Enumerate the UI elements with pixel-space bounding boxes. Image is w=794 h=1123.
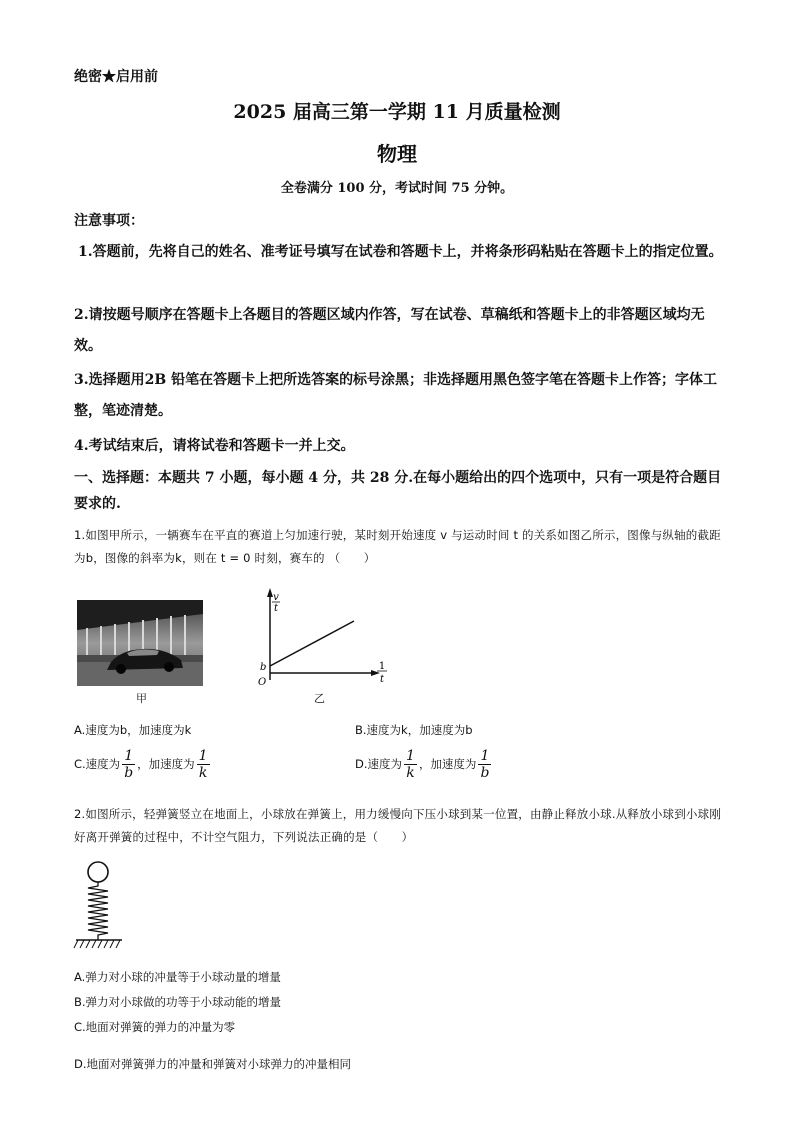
fraction-1-over-k: $\frac{1}{k}$ — [198, 748, 208, 781]
q2-option-c: C.地面对弹簧的弹力的冲量为零 — [74, 1020, 236, 1034]
q1-stem: 1.如图甲所示，一辆赛车在平直的赛道上匀加速行驶，某时刻开始速度 v 与运动时间 t 的关系如图乙所示，图像与纵轴的截距为b，图像的斜率为k，则在 t = 0 时刻，赛车的 （ ） — [74, 528, 721, 565]
origin-label: O — [258, 677, 267, 688]
q1-option-a: A.速度为b，加速度为k — [74, 723, 192, 737]
figure-b-caption: 乙 — [314, 692, 325, 705]
fraction-1-over-b: $\frac{1}{b}$ — [480, 748, 490, 781]
q2-option-b: B.弹力对小球做的功等于小球动能的增量 — [74, 995, 282, 1009]
ground-hatch — [74, 940, 120, 948]
notice-item-1: 1.答题前，先将自己的姓名、准考证号填写在试卷和答题卡上，并将条形码粘贴在答题卡上的指定位置。 — [78, 244, 723, 260]
spring-ball-figure — [72, 860, 128, 952]
q1-option-c-middle: ，加速度为 — [137, 757, 195, 771]
section-heading: 一、选择题：本题共 7 小题，每小题 4 分，共 28 分.在每小题给出的四个选项中，只有一项是符合题目要求的. — [74, 470, 722, 512]
spring — [88, 882, 108, 940]
q1-option-d-middle: ，加速度为 — [418, 757, 477, 771]
q2-stem: 2.如图所示，轻弹簧竖立在地面上，小球放在弹簧上，用力缓慢向下压小球到某一位置，由静止释放小球.从释放小球到小球刚好离开弹簧的过程中，不计空气阻力，下列说法正确的是（ ） — [74, 807, 722, 844]
y-axis-label-denominator: t — [273, 603, 279, 614]
v-t-graph — [250, 585, 400, 695]
notice-item-2: 2.请按题号顺序在答题卡上各题目的答题区域内作答，写在试卷、草稿纸和答题卡上的非答题区域均无效。 — [74, 307, 705, 354]
subject-title: 物理 — [377, 142, 417, 166]
notice-heading: 注意事项： — [74, 213, 144, 229]
ball — [88, 862, 108, 882]
q1-option-d-prefix: D.速度为 — [355, 757, 403, 771]
y-axis-label-numerator: v — [273, 592, 279, 603]
notice-item-4: 4.考试结束后，请将试卷和答题卡一并上交。 — [74, 438, 355, 454]
fraction-1-over-k: $\frac{1}{k}$ — [406, 748, 415, 781]
x-axis-label-numerator: 1 — [378, 661, 386, 672]
q1-option-c — [74, 748, 212, 781]
graph-line — [270, 621, 354, 666]
q2-option-d: D.地面对弹簧弹力的冲量和弹簧对小球弹力的冲量相同 — [74, 1057, 352, 1071]
notice-item-3: 3.选择题用2B 铅笔在答题卡上把所选答案的标号涂黑；非选择题用黑色签字笔在答题卡上作答；字体工整，笔迹清楚。 — [74, 372, 718, 419]
y-axis-arrow — [267, 588, 273, 597]
q1-option-b: B.速度为k，加速度为b — [355, 723, 473, 737]
race-car-image — [77, 600, 203, 686]
figure-a-caption: 甲 — [136, 692, 147, 705]
exam-meta: 全卷满分 100 分，考试时间 75 分钟。 — [280, 181, 514, 196]
exam-title: 2025 届高三第一学期 11 月质量检测 — [233, 101, 561, 123]
fraction-1-over-b: $\frac{1}{b}$ — [124, 748, 134, 781]
q1-option-c-prefix: C.速度为 — [74, 757, 121, 771]
q1-option-d — [355, 748, 493, 781]
confidential-mark: 绝密★启用前 — [74, 69, 158, 85]
q2-option-a: A.弹力对小球的冲量等于小球动量的增量 — [74, 970, 281, 984]
intercept-label: b — [260, 662, 267, 673]
x-axis-label-denominator: t — [379, 674, 385, 685]
race-car-photo — [77, 600, 203, 686]
